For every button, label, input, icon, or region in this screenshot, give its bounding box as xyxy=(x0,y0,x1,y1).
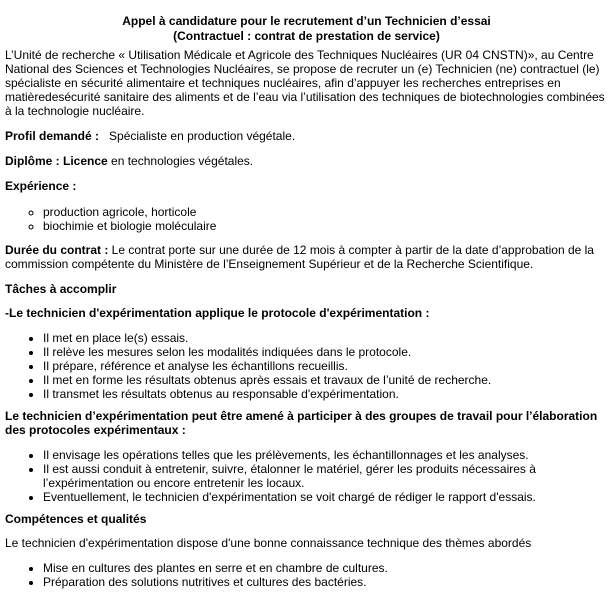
list-item: ◦ biochimie et biologie moléculaire xyxy=(43,219,608,233)
diplome-value: en technologies végétales. xyxy=(107,154,254,168)
list-item: • Il relève les mesures selon les modalités indiquées dans le protocole. xyxy=(43,345,608,359)
title-line-2: (Contractuel : contrat de prestation de service) xyxy=(173,29,440,43)
experience-heading: Expérience : xyxy=(5,179,77,193)
list-item: • Il prépare, référence et analyse les échantillons recueillis. xyxy=(43,359,608,373)
profil-label: Profil demandé : xyxy=(5,129,100,143)
announcement-title xyxy=(5,14,608,44)
list-item: • Il est aussi conduit à entretenir, suivre, étalonner le matériel, gérer les produits nécessaires à l’expérimentation ou encore entretenir les locaux. xyxy=(43,462,608,490)
profil-value: Spécialiste en production végétale. xyxy=(109,129,296,143)
applique-heading: -Le technicien d'expérimentation applique le protocole d'expérimentation : xyxy=(5,306,430,320)
competences-intro: Le technicien d'expérimentation dispose d'une bonne connaissance technique des thèmes abordés xyxy=(5,536,532,550)
duree-paragraph xyxy=(5,243,608,271)
intro-paragraph: L’Unité de recherche « Utilisation Médicale et Agricole des Techniques Nucléaires (UR 04 CNSTN)», au Centre National des Sciences et Technologies Nucléaires, se propose de recruter un (e) Technicien (ne) contractuel (le) spécialiste en sécurité alimentaire et techniques nucléaires, afin d’appuyer les recherches entreprises en matièredesécurité sanitaire des aliments et de l’eau via l’utilisation des techniques de biotechnologies combinées à la technologie nucléaire. xyxy=(5,48,605,118)
duree-label: Durée du contrat : xyxy=(5,243,109,257)
duree-value: Le contrat porte sur une durée de 12 mois à compter à partir de la date d’approbation de la commission compétente du Ministère de l’Enseignement Supérieur et de la Recherche Scientifique. xyxy=(5,243,594,271)
taches-heading: Tâches à accomplir xyxy=(5,282,117,296)
competences-list xyxy=(5,561,608,589)
list-item: • Mise en cultures des plantes en serre et en chambre de cultures. xyxy=(43,561,608,575)
diplome-paragraph xyxy=(5,154,608,168)
applique-list xyxy=(5,331,608,401)
list-item: • Il envisage les opérations telles que les prélèvements, les échantillonnages et les analyses. xyxy=(43,448,608,462)
diplome-label: Diplôme : Licence xyxy=(5,154,108,168)
profil-paragraph xyxy=(5,129,608,143)
list-item: • Préparation des solutions nutritives et cultures des bactéries. xyxy=(43,575,608,589)
list-item: • Eventuellement, le technicien d'expérimentation se voit chargé de rédiger le rapport d'essais. xyxy=(43,490,608,504)
list-item: • Il met en place le(s) essais. xyxy=(43,331,608,345)
groupes-heading: Le technicien d’expérimentation peut être amené à participer à des groupes de travail pour l’élaboration des protocoles expérimentaux : xyxy=(5,409,598,437)
experience-list xyxy=(5,205,608,233)
list-item: • Il met en forme les résultats obtenus après essais et travaux de l’unité de recherche. xyxy=(43,373,608,387)
title-line-1: Appel à candidature pour le recrutement d’un Technicien d’essai xyxy=(122,14,491,28)
list-item: • Il transmet les résultats obtenus au responsable d'expérimentation. xyxy=(43,387,608,401)
groupes-list xyxy=(5,448,608,504)
list-item: ◦ production agricole, horticole xyxy=(43,205,608,219)
competences-heading: Compétences et qualités xyxy=(5,512,147,526)
